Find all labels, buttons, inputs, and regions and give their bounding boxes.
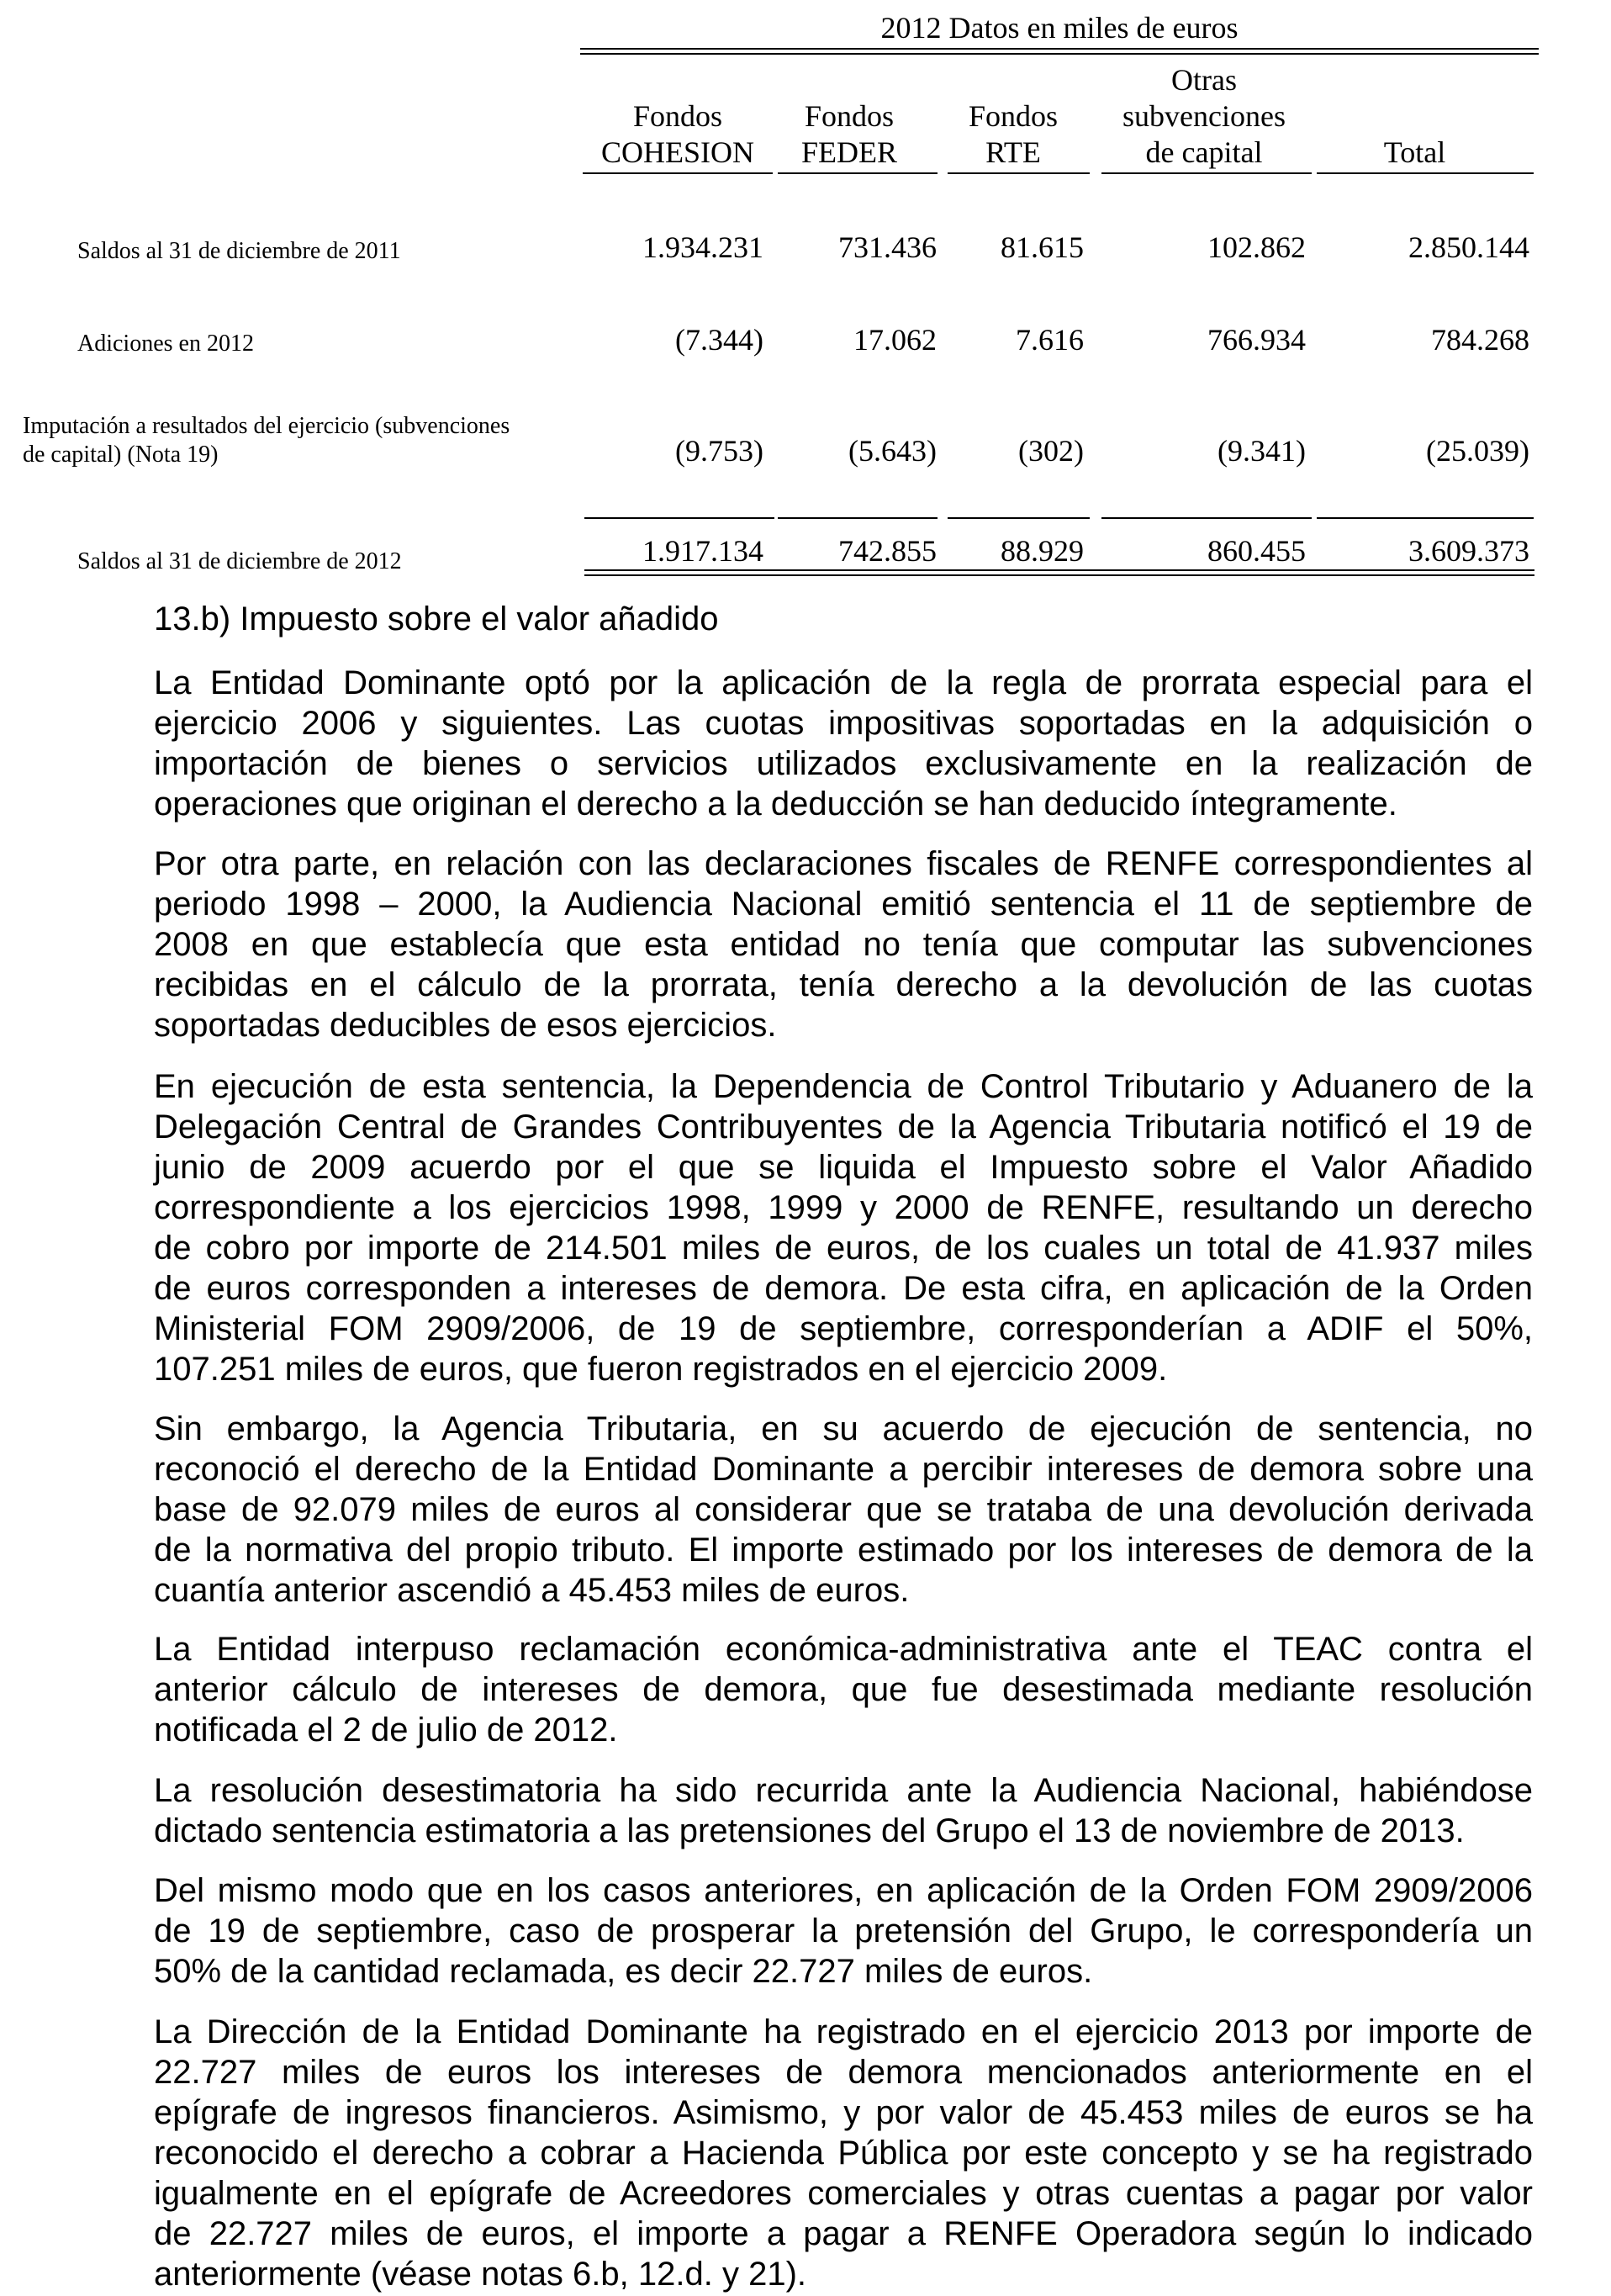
- subtotal-rule-cohesion: [584, 517, 774, 519]
- title-rule-top: [580, 48, 1539, 50]
- column-header-total: Total: [1383, 135, 1446, 169]
- subtotal-rule-feder: [778, 517, 938, 519]
- subtotal-rule-total: [1317, 517, 1534, 519]
- subtotal-rule-otras: [1101, 517, 1312, 519]
- header-underline-cohesion: [583, 172, 773, 174]
- header-underline-feder: [778, 172, 938, 174]
- header-underline-otras: [1101, 172, 1312, 174]
- table-cell: (9.341): [1217, 434, 1306, 468]
- row-label-saldos-2011: Saldos al 31 de diciembre de 2011: [77, 238, 401, 264]
- table-cell: 7.616: [1016, 323, 1084, 357]
- table-cell: 81.615: [1001, 230, 1084, 264]
- table-cell: 2.850.144: [1408, 230, 1529, 264]
- row-label-imputacion: Imputación a resultados del ejercicio (subvenciones de capital) (Nota 19): [23, 413, 510, 468]
- column-header-feder: Fondos FEDER: [800, 99, 897, 169]
- column-header-otras-subvenciones: Otras subvenciones de capital: [1122, 63, 1286, 169]
- table-cell: 766.934: [1207, 323, 1306, 357]
- column-header-cohesion: Fondos COHESION: [600, 99, 754, 169]
- paragraph: En ejecución de esta sentencia, la Dependencia de Control Tributario y Aduanero de la Delegación Central de Grandes Contribuyentes de la Agencia Tributaria notificó el 19 de junio de 2009 acuerdo por el que se liquida el Impuesto sobre el Valor Añadido correspondiente a los ejercicios 1998, 1999 y 2000 de RENFE, resultando un derecho de cobro por importe de 214.501 miles de euros, de los cuales un total de 41.937 miles de euros corresponden a intereses de demora. De esta cifra, en aplicación de la Orden Ministerial FOM 2909/2006, de 19 de septiembre, corresponderían a ADIF el 50%, 107.251 miles de euros, que fueron registrados en el ejercicio 2009.: [154, 1068, 1533, 1388]
- table-cell: 742.855: [838, 534, 937, 568]
- table-cell: (25.039): [1426, 434, 1529, 468]
- row-label-saldos-2012: Saldos al 31 de diciembre de 2012: [77, 548, 402, 574]
- table-cell: 3.609.373: [1408, 534, 1529, 568]
- column-header-rte: Fondos RTE: [968, 99, 1059, 169]
- subtotal-rule-rte: [948, 517, 1090, 519]
- table-cell: 88.929: [1001, 534, 1084, 568]
- row-label-adiciones-2012: Adiciones en 2012: [77, 331, 254, 357]
- table-cell: 860.455: [1207, 534, 1306, 568]
- header-underline-total: [1317, 172, 1534, 174]
- table-title: 2012 Datos en miles de euros: [880, 11, 1239, 45]
- table-cell: 1.934.231: [642, 230, 763, 264]
- total-rule-top: [584, 569, 1534, 571]
- table-cell: (7.344): [675, 323, 763, 357]
- paragraph: Sin embargo, la Agencia Tributaria, en su acuerdo de ejecución de sentencia, no reconoció el derecho de la Entidad Dominante a percibir intereses de demora sobre una base de 92.079 miles de euros al considerar que se trataba de una devolución derivada de la normativa del propio tributo. El importe estimado por los intereses de demora de la cuantía anterior ascendió a 45.453 miles de euros.: [154, 1410, 1533, 1609]
- paragraph: La Entidad interpuso reclamación económica-administrativa ante el TEAC contra el anterior cálculo de intereses de demora, que fue desestimada mediante resolución notificada el 2 de julio de 2012.: [154, 1631, 1533, 1748]
- table-cell: (5.643): [848, 434, 937, 468]
- table-cell: 102.862: [1207, 230, 1306, 264]
- table-cell: 731.436: [838, 230, 937, 264]
- table-cell: (9.753): [675, 434, 763, 468]
- header-underline-rte: [948, 172, 1090, 174]
- total-rule-bottom: [584, 574, 1534, 576]
- table-cell: 784.268: [1431, 323, 1529, 357]
- paragraph: Del mismo modo que en los casos anteriores, en aplicación de la Orden FOM 2909/2006 de 19 de septiembre, caso de prosperar la pretensión del Grupo, le correspondería un 50% de la cantidad reclamada, es decir 22.727 miles de euros.: [154, 1872, 1533, 1990]
- paragraph: La Entidad Dominante optó por la aplicación de la regla de prorrata especial para el ejercicio 2006 y siguientes. Las cuotas impositivas soportadas en la adquisición o importación de bienes o servicios utilizados exclusivamente en la realización de operaciones que originan el derecho a la deducción se han deducido íntegramente.: [154, 664, 1533, 823]
- table-cell: 1.917.134: [642, 534, 763, 568]
- paragraph: La Dirección de la Entidad Dominante ha registrado en el ejercicio 2013 por importe de 22.727 miles de euros los intereses de demora mencionados anteriormente en el epígrafe de ingresos financieros. Asimismo, y por valor de 45.453 miles de euros se ha reconocido el derecho a cobrar a Hacienda Pública por este concepto y se ha registrado igualmente en el epígrafe de Acreedores comerciales y otras cuentas a pagar por valor de 22.727 miles de euros, el importe a pagar a RENFE Operadora según lo indicado anteriormente (véase notas 6.b, 12.d. y 21).: [154, 2013, 1533, 2293]
- paragraph: La resolución desestimatoria ha sido recurrida ante la Audiencia Nacional, habiéndose dictado sentencia estimatoria a las pretensiones del Grupo el 13 de noviembre de 2013.: [154, 1772, 1533, 1849]
- section-heading: 13.b) Impuesto sobre el valor añadido: [154, 600, 719, 637]
- table-cell: 17.062: [853, 323, 937, 357]
- title-rule-bottom: [580, 53, 1539, 55]
- paragraph: Por otra parte, en relación con las declaraciones fiscales de RENFE correspondientes al periodo 1998 – 2000, la Audiencia Nacional emitió sentencia el 11 de septiembre de 2008 en que establecía que esta entidad no tenía que computar las subvenciones recibidas en el cálculo de la prorrata, tenía derecho a la devolución de las cuotas soportadas deducibles de esos ejercicios.: [154, 845, 1533, 1044]
- table-cell: (302): [1018, 434, 1084, 468]
